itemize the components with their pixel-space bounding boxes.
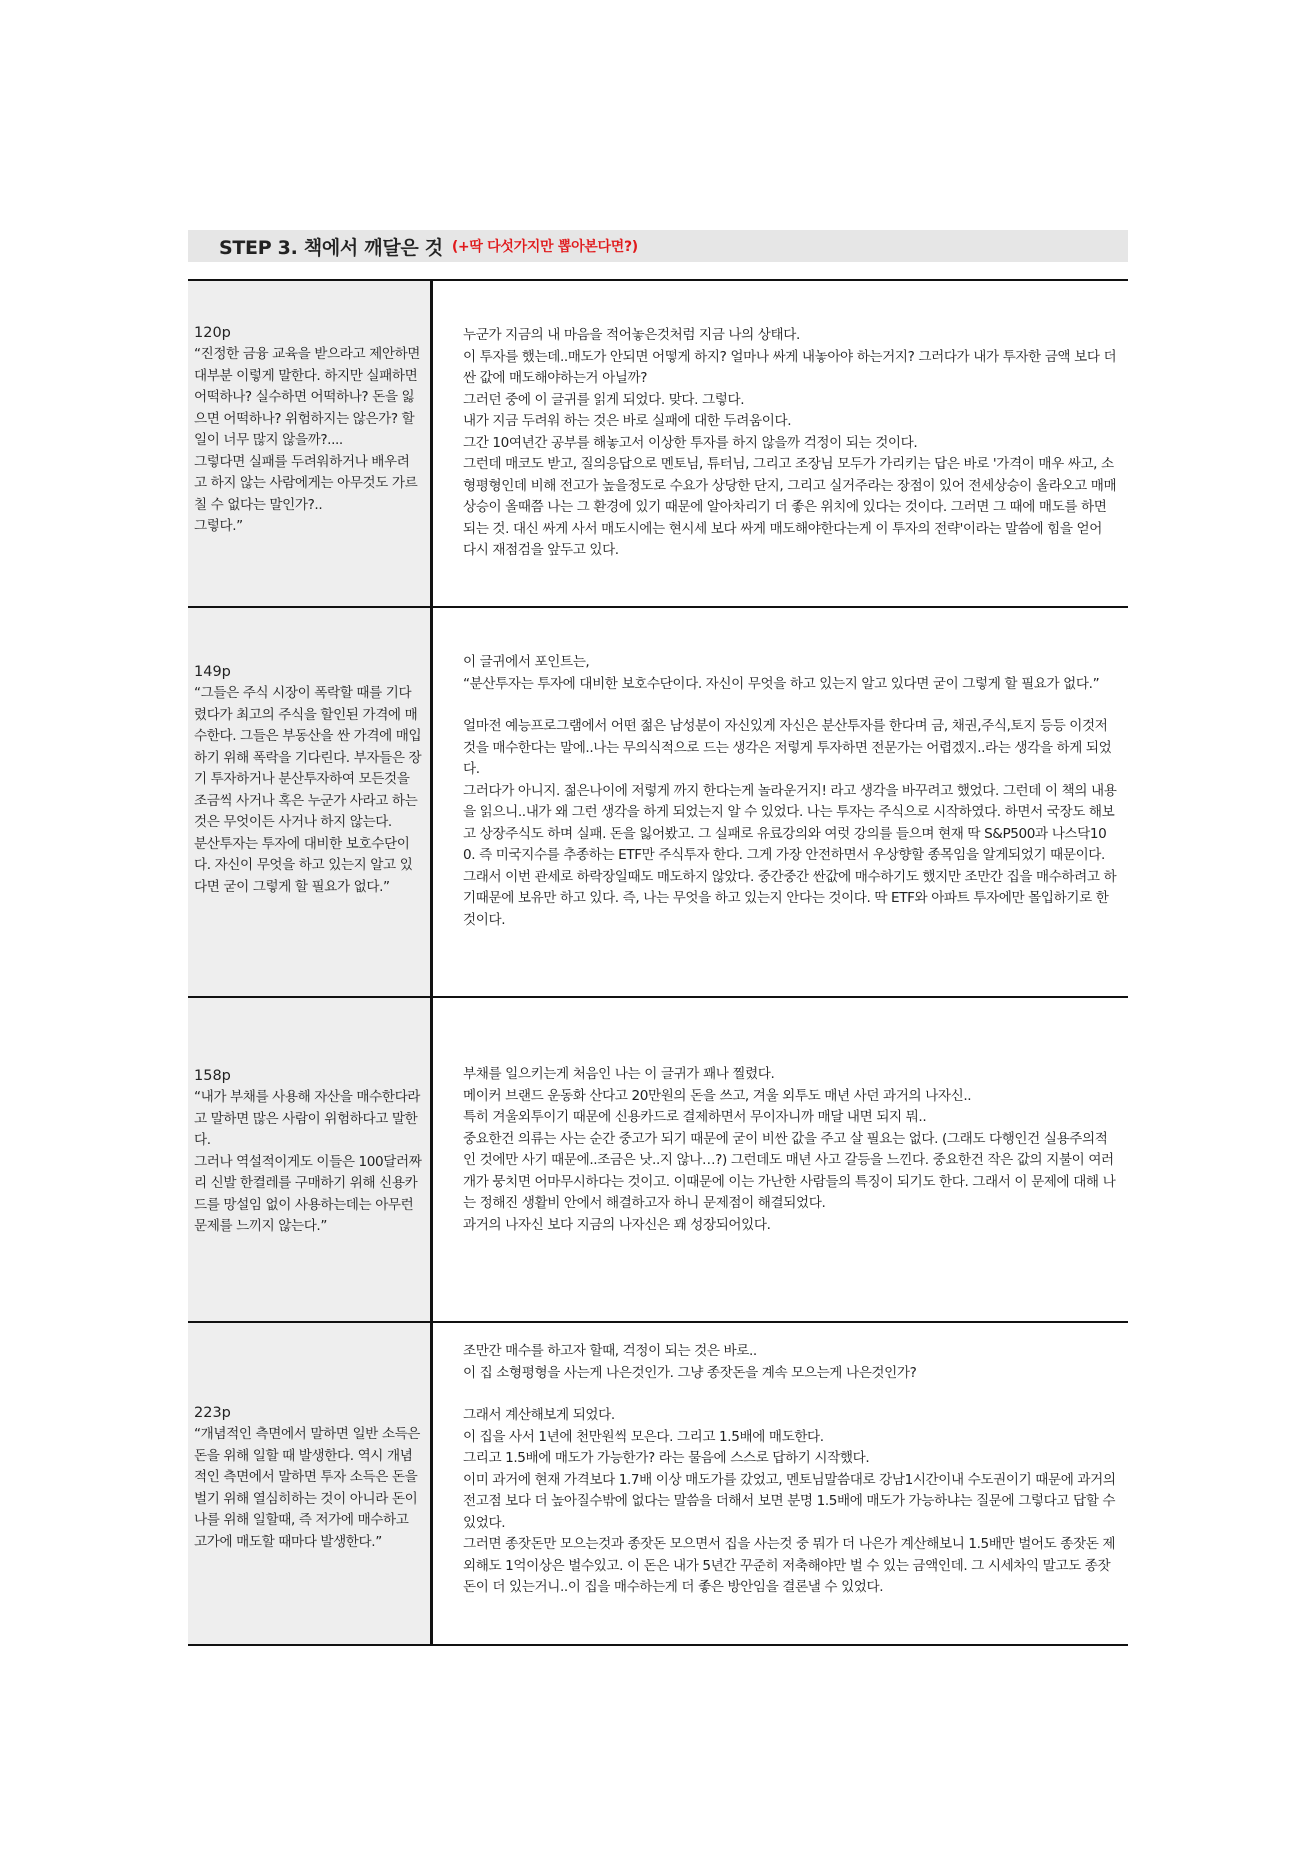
page-reference: 120p [194,325,231,341]
reflection-paragraph: 그러던 중에 이 글귀를 읽게 되었다. 맞다. 그렇다. [463,391,745,408]
reflection-paragraph: 얼마전 예능프로그램에서 어떤 젊은 남성분이 자신있게 자신은 분산투자를 한다며 금, 채권,주식,토지 등등 이것저것을 매수한다는 말에..나는 무의식적으로 드는 생각은 저렇게 투자하면 전문가는 어렵겠지..라는 생각을 하게 되었다. [463,718,1112,777]
reflection-paragraph: 그간 10여년간 공부를 해놓고서 이상한 투자를 하지 않을까 걱정이 되는 것이다. [463,434,918,451]
reflection-cell [433,281,1128,606]
quote-cell [188,998,433,1321]
reflection-cell [433,608,1128,996]
book-quote: “내가 부채를 사용해 자산을 매수한다라고 말하면 많은 사람이 위험하다고 말한다. 그러나 역설적이게도 이들은 100달러짜리 신발 한켤레를 구매하기 위해 신용카드를 망설임 없이 사용하는데는 아무런 문제를 느끼지 않는다.” [194,1089,422,1234]
reflection-paragraph: “분산투자는 투자에 대비한 보호수단이다. 자신이 무엇을 하고 있는지 알고 있다면 굳이 그렇게 할 필요가 없다.” [463,675,1100,692]
reflection-paragraph: 그런데 매코도 받고, 질의응답으로 멘토님, 튜터님, 그리고 조장님 모두가 가리키는 답은 바로 '가격이 매우 싸고, 소형평형인데 비해 전고가 높을정도로 수요가 상당한 단지, 그리고 실거주라는 장점이 있어 전세상승이 올라오고 매매상승이 올때쯤 나는 그 환경에 있기 때문에 알아차리기 더 좋은 위치에 있다는 것이다. 그러면 그 때에 매도를 하면 되는 것. 대신 싸게 사서 매도시에는 현시세 보다 싸게 매도해야한다는게 이 투자의 전략'이라는 말씀에 힘을 얻어 다시 재점검을 앞두고 있다. [463,456,1117,558]
reflection-paragraph: 중요한건 의류는 사는 순간 중고가 되기 때문에 굳이 비싼 값을 주고 살 필요는 없다. (그래도 다행인건 실용주의적인 것에만 사기 때문에..조금은 낫..지 않나…?) 그런데도 매년 사고 갈등을 느낀다. 중요한건 작은 값의 지불이 여러개가 뭉치면 어마무시하다는 것이고. 이때문에 이는 가난한 사람들의 특징이 되기도 한다. 그래서 이 문제에 대해 나는 정해진 생활비 안에서 해결하고자 하니 문제점이 해결되었다. [463,1130,1116,1211]
reflection-paragraph: 특히 겨울외투이기 때문에 신용카드로 결제하면서 무이자니까 매달 내면 되지 뭐.. [463,1109,927,1125]
page-reference: 223p [194,1405,231,1421]
reflection-paragraph: 이 집을 사서 1년에 천만원씩 모은다. 그리고 1.5배에 매도한다. [463,1428,824,1445]
reflection-paragraph: 조만간 매수를 하고자 할때, 걱정이 되는 것은 바로.. [463,1343,757,1359]
reflection-paragraph: 그러다가 아니지. 젊은나이에 저렇게 까지 한다는게 놀라운거지! 라고 생각을 바꾸려고 했었다. 그런데 이 책의 내용을 읽으니..내가 왜 그런 생각을 하게 되었는지 알 수 있었다. 나는 투자는 주식으로 시작하였다. 하면서 국장도 해보고 상장주식도 하며 실패. 돈을 잃어봤고. 그 실패로 유료강의와 여럿 강의를 들으며 현재 딱 S&P500과 나스닥100. 즉 미국지수를 추종하는 ETF만 주식투자 한다. 그게 가장 안전하면서 우상향할 종목임을 알게되었기 때문이다. 그래서 이번 관세로 하락장일때도 매도하지 않았다. 중간중간 싼값에 매수하기도 했지만 조만간 집을 매수하려고 하기때문에 보유만 하고 있다. 즉, 나는 무엇을 하고 있는지 안다는 것이다. 딱 ETF와 아파트 투자에만 몰입하기로 한것이다. [463,782,1117,928]
reflection-paragraph: 과거의 나자신 보다 지금의 나자신은 꽤 성장되어있다. [463,1216,771,1233]
table-row [188,1321,1128,1646]
reflection-paragraph: 그래서 계산해보게 되었다. [463,1407,615,1423]
reflection-paragraph: 이 글귀에서 포인트는, [463,654,590,670]
insights-table [188,279,1128,1646]
reflection-paragraph: 누군가 지금의 내 마음을 적어놓은것처럼 지금 나의 상태다. [463,327,800,343]
reflection-paragraph: 부채를 일으키는게 처음인 나는 이 글귀가 꽤나 찔렸다. [463,1066,775,1082]
reflection-paragraph: 내가 지금 두려워 하는 것은 바로 실패에 대한 두려움이다. [463,413,792,429]
table-row [188,996,1128,1321]
book-quote: “그들은 주식 시장이 폭락할 때를 기다렸다가 최고의 주식을 할인된 가격에 매수한다. 그들은 부동산을 싼 가격에 매입하기 위해 폭락을 기다린다. 부자들은 장기 투자하거나 분산투자하여 모든것을 조금씩 사거나 혹은 누군가 사라고 하는 것은 무엇이든 사거나 하지 않는다. 분산투자는 투자에 대비한 보호수단이다. 자신이 무엇을 하고 있는지 알고 있다면 굳이 그렇게 할 필요가 없다.” [194,685,422,895]
reflection-paragraph: 이 집 소형평형을 사는게 나은것인가. 그냥 종잣돈을 계속 모으는게 나은것인가? [463,1364,917,1381]
reflection-cell [433,998,1128,1321]
reflection-paragraph: 이 투자를 했는데..매도가 안되면 어떻게 하지? 얼마나 싸게 내놓아야 하는거지? 그러다가 내가 투자한 금액 보다 더 싼 값에 매도해야하는거 아닐까? [463,348,1117,386]
table-row [188,606,1128,996]
quote-cell [188,608,433,996]
reflection-paragraph: 메이커 브랜드 운동화 산다고 20만원의 돈을 쓰고, 겨울 외투도 매년 사던 과거의 나자신.. [463,1087,972,1104]
section-title: STEP 3. 책에서 깨달은 것 [219,236,443,259]
reflection-paragraph: 그리고 1.5배에 매도가 가능한가? 라는 물음에 스스로 답하기 시작했다. [463,1450,870,1466]
book-quote: “진정한 금융 교육을 받으라고 제안하면 대부분 이렇게 말한다. 하지만 실패하면 어떡하나? 실수하면 어떡하나? 돈을 잃으면 어떡하나? 위험하지는 않은가? 할 일이 너무 많지 않을까?.... 그렇다면 실패를 두려워하거나 배우려고 하지 않는 사람에게는 아무것도 가르칠 수 없다는 말인가?.. 그렇다.” [194,346,421,534]
table-row [188,279,1128,606]
page-reference: 149p [194,664,231,680]
quote-cell [188,281,433,606]
reflection-cell [433,1323,1128,1644]
book-quote: “개념적인 측면에서 말하면 일반 소득은 돈을 위해 일할 때 발생한다. 역시 개념적인 측면에서 말하면 투자 소득은 돈을 벌기 위해 열심히하는 것이 아니라 돈이 나를 위해 일할때, 즉 저가에 매수하고 고가에 매도할 때마다 발생한다.” [194,1426,424,1550]
reflection-paragraph: 그러면 종잣돈만 모으는것과 종잣돈 모으면서 집을 사는것 중 뭐가 더 나은가 계산해보니 1.5배만 벌어도 종잣돈 제외해도 1억이상은 벌수있고. 이 돈은 내가 5년간 꾸준히 저축해야만 벌 수 있는 금액인데. 그 시세차익 말고도 종잣돈이 더 있는거니..이 집을 매수하는게 더 좋은 방안임을 결론낼 수 있었다. [463,1536,1116,1595]
reflection-paragraph: 이미 과거에 현재 가격보다 1.7배 이상 매도가를 갔었고, 멘토님말씀대로 강남1시간이내 수도권이기 때문에 과거의 전고점 보다 더 높아질수밖에 없다는 말씀을 더해서 보면 분명 1.5배에 매도가 가능하냐는 질문에 그렇다고 답할 수 있었다. [463,1471,1116,1531]
section-subtitle: (+딱 다섯가지만 뽑아본다면?) [451,239,638,255]
quote-cell [188,1323,433,1644]
section-header [188,230,1128,262]
page-reference: 158p [194,1068,231,1084]
